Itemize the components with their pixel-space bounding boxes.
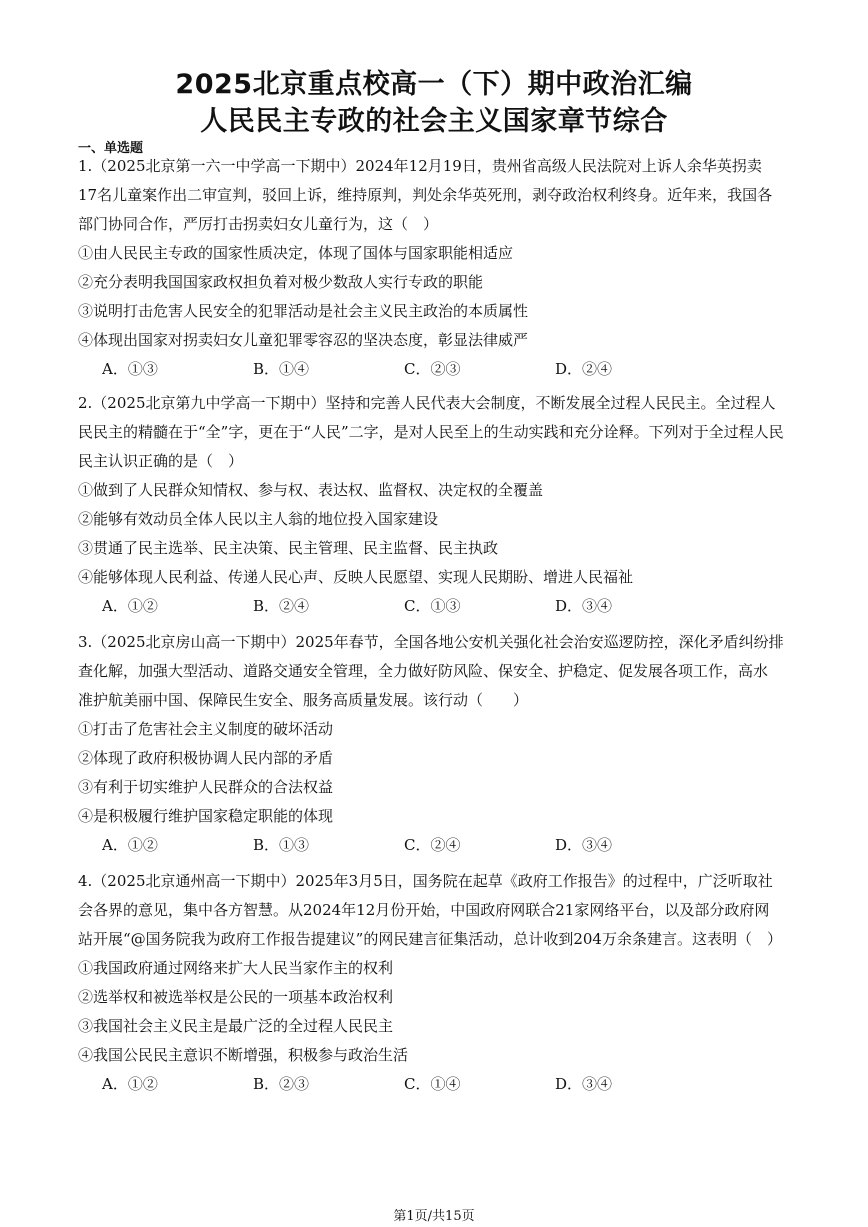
option-c: C．②④ [404,836,461,854]
question-line: 民民主的精髓在于“全”字，更在于“人民”二字，是对人民至上的生动实践和充分诠释。下列对于全过程人民 [78,423,784,441]
statement-line: ③说明打击危害人民安全的犯罪活动是社会主义民主政治的本质属性 [78,302,529,320]
statement-line: ①打击了危害社会主义制度的破坏活动 [78,720,334,738]
document-title-line-2: 人民民主专政的社会主义国家章节综合 [200,106,668,137]
statement-line: ②充分表明我国国家政权担负着对极少数敌人实行专政的职能 [78,273,484,291]
option-c: C．①④ [404,1075,461,1093]
option-a: A．①② [102,1075,158,1093]
options-row [78,831,798,860]
option-d: D．③④ [555,836,613,854]
question-line: 会各界的意见，集中各方智慧。从2024年12月份开始，中国政府网联合21家网络平台，以及部分政府网 [78,901,770,919]
question-line: 17名儿童案作出二审宣判，驳回上诉，维持原判，判处余华英死刑，剥夺政治权利终身。近年来，我国各 [78,186,773,204]
statement-line: ①我国政府通过网络来扩大人民当家作主的权利 [78,959,394,977]
statement-line: ②能够有效动员全体人民以主人翁的地位投入国家建设 [78,510,439,528]
option-d: D．③④ [555,1075,613,1093]
question-2 [78,389,798,621]
question-1 [78,152,798,384]
option-b: B．②④ [253,597,310,615]
statement-line: ④能够体现人民利益、传递人民心声、反映人民愿望、实现人民期盼、增进人民福祉 [78,568,634,586]
options-row [78,592,798,621]
question-line: 准护航美丽中国、保障民生安全、服务高质量发展。该行动（ ） [78,691,529,709]
option-a: A．①② [102,597,158,615]
statement-line: ③有利于切实维护人民群众的合法权益 [78,778,334,796]
question-line: 站开展“@国务院我为政府工作报告提建议”的网民建言征集活动，总计收到204万余条建言。这表明（ ） [78,930,782,948]
question-line: 1.（2025北京第一六一中学高一下期中）2024年12月19日，贵州省高级人民法院对上诉人余华英拐卖 [78,157,762,175]
document-title-line-1: 2025北京重点校高一（下）期中政治汇编 [175,69,693,100]
section-heading: 一、单选题 [78,141,144,156]
question-line: 3.（2025北京房山高一下期中）2025年春节，全国各地公安机关强化社会治安巡逻防控，深化矛盾纠纷排 [78,633,784,651]
statement-line: ③我国社会主义民主是最广泛的全过程人民民主 [78,1017,394,1035]
statement-line: ④体现出国家对拐卖妇女儿童犯罪零容忍的坚决态度，彰显法律威严 [78,331,529,349]
option-d: D．②④ [555,360,613,378]
statement-line: ③贯通了民主选举、民主决策、民主管理、民主监督、民主执政 [78,539,499,557]
question-line: 查化解，加强大型活动、道路交通安全管理，全力做好防风险、保安全、护稳定、促发展各项工作，高水 [78,662,769,680]
options-row [78,1070,798,1099]
statement-line: ②体现了政府积极协调人民内部的矛盾 [78,749,334,767]
question-line: 2.（2025北京第九中学高一下期中）坚持和完善人民代表大会制度，不断发展全过程人民民主。全过程人 [78,394,776,412]
option-d: D．③④ [555,597,613,615]
option-b: B．①③ [253,836,310,854]
statement-line: ④我国公民民主意识不断增强，积极参与政治生活 [78,1046,409,1064]
options-row [78,355,798,384]
question-line: 部门协同合作，严厉打击拐卖妇女儿童行为，这（ ） [78,215,439,233]
question-4 [78,867,798,1099]
statement-line: ②选举权和被选举权是公民的一项基本政治权利 [78,988,394,1006]
page-number: 第1页/共15页 [393,1209,475,1224]
question-line: 民主认识正确的是（ ） [78,452,244,470]
option-a: A．①③ [102,360,158,378]
option-c: C．①③ [404,597,461,615]
option-b: B．②③ [253,1075,310,1093]
option-b: B．①④ [253,360,310,378]
question-line: 4.（2025北京通州高一下期中）2025年3月5日，国务院在起草《政府工作报告》的过程中，广泛听取社 [78,872,773,890]
statement-line: ①做到了人民群众知情权、参与权、表达权、监督权、决定权的全覆盖 [78,481,544,499]
statement-line: ①由人民民主专政的国家性质决定，体现了国体与国家职能相适应 [78,244,514,262]
option-a: A．①② [102,836,158,854]
question-3 [78,628,798,860]
option-c: C．②③ [404,360,461,378]
statement-line: ④是积极履行维护国家稳定职能的体现 [78,807,334,825]
